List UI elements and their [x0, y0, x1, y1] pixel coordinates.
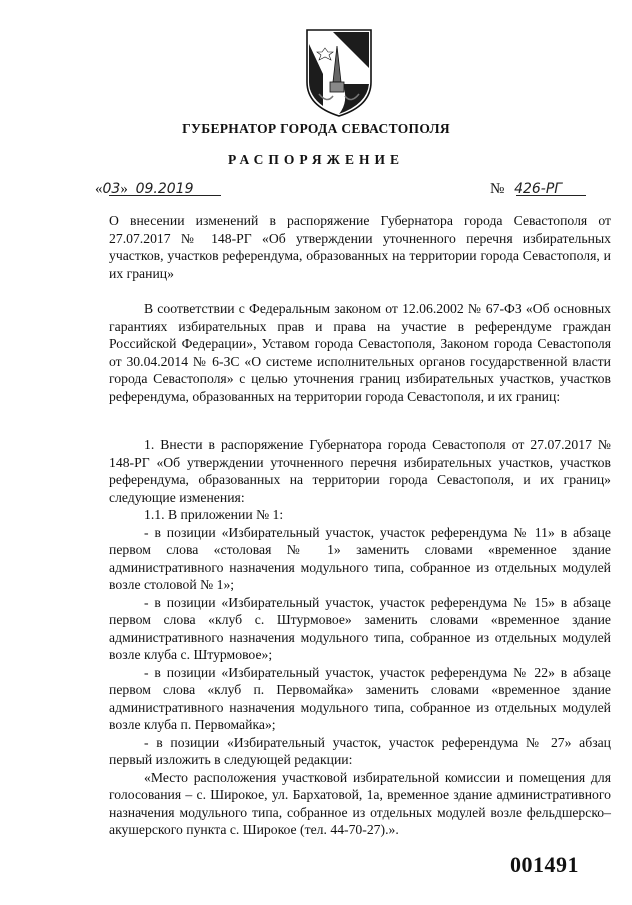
serial-number-stamp: 001491	[510, 852, 579, 877]
bullet-item: - в позиции «Избирательный участок, участок референдума № 22» в абзаце первом слова «клуб п. Первомайка» заменить словами «временное здание административного назначения модульного типа, собранное из отдельных модулей возле клуба п. Первомайка»;	[109, 664, 611, 732]
date-underline	[109, 195, 221, 196]
legal-basis-text: В соответствии с Федеральным законом от 12.06.2002 № 67-ФЗ «Об основных гарантиях избирательных прав и права на участие в референдуме граждан Российской Федерации», Уставом города Севастополя, Законом города Севастополя от 30.04.2014 № 6-ЗС «О системе исполнительных органов государственной власти города Севастополя» с целью уточнения границ избирательных участков, участков референдума, образованных на территории города Севастополя, и их границ:	[109, 301, 611, 404]
document-body	[109, 436, 611, 839]
bullet-item: - в позиции «Избирательный участок, участок референдума № 15» в абзаце первом слова «клуб с. Штурмовое» заменить словами «временное здание административного назначения модульного типа, собранное из отдельных модулей возле клуба с. Штурмовое»;	[109, 594, 611, 662]
legal-basis	[109, 300, 611, 405]
quoted-amendment: «Место расположения участковой избирательной комиссии и помещения для голосования – с. Широкое, ул. Бархатовой, 1а, временное здание административного назначения модульного типа, собранное из отдельных модулей возле фельдшерско–акушерского пункта с. Широкое (тел. 44-70-27).».	[109, 769, 611, 837]
coat-of-arms-emblem	[303, 24, 375, 118]
date-day: 03	[102, 181, 121, 197]
number-underline	[516, 195, 586, 196]
preamble-text: О внесении изменений в распоряжение Губернатора города Севастополя от 27.07.2017 № 148-РГ «Об утверждении уточненного перечня избирательных участков, участков референдума, образованных на территории города Севастополя, и их границ»	[109, 213, 611, 281]
bullet-item: - в позиции «Избирательный участок, участок референдума № 11» в абзаце первом слова «столовая № 1» заменить словами «временное здание административного назначения модульного типа, собранное из отдельных модулей возле столовой № 1»;	[109, 524, 611, 592]
document-type-heading: РАСПОРЯЖЕНИЕ	[227, 152, 405, 167]
document-date	[95, 181, 221, 198]
document-number	[490, 181, 586, 198]
date-open-quote: «	[95, 181, 103, 197]
issuer-heading: ГУБЕРНАТОР ГОРОДА СЕВАСТОПОЛЯ	[182, 121, 450, 136]
document-preamble	[109, 212, 611, 282]
number-value: 426-РГ	[514, 181, 563, 197]
item-1: 1. Внести в распоряжение Губернатора города Севастополя от 27.07.2017 № 148-РГ «Об утверждении уточненного перечня избирательных участков, участков референдума, образованных на территории города Севастополя, и их границ» следующие изменения:	[109, 437, 611, 505]
number-prefix: №	[490, 181, 505, 197]
item-1-1: 1.1. В приложении № 1:	[144, 507, 284, 522]
date-month-year: 09.2019	[135, 181, 194, 197]
date-close-quote: »	[120, 181, 128, 197]
bullet-item: - в позиции «Избирательный участок, участок референдума № 27» абзац первый изложить в следующей редакции:	[109, 734, 611, 767]
